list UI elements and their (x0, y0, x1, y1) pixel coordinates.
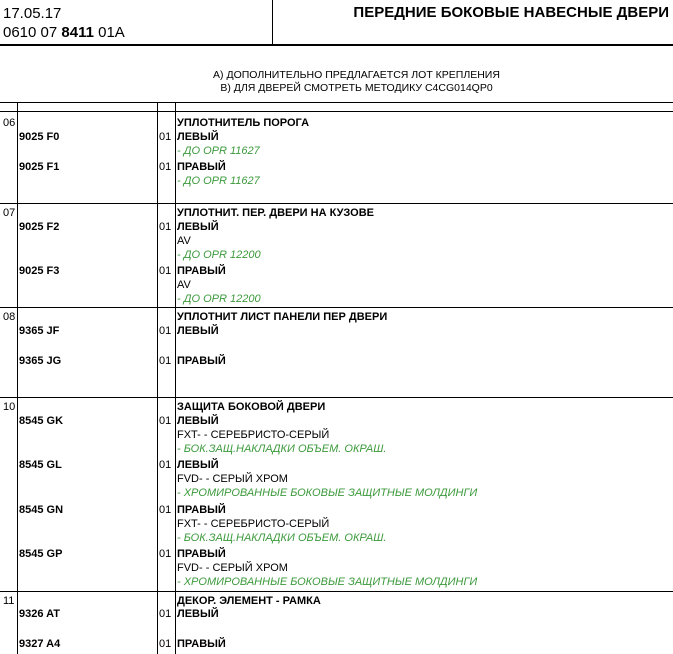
group-title: УПЛОТНИТ ЛИСТ ПАНЕЛИ ПЕР ДВЕРИ (177, 311, 388, 323)
group-number: 10 (3, 401, 16, 413)
part-name: ЛЕВЫЙ (177, 459, 219, 471)
part-note: - ДО OPR 12200 (177, 249, 261, 261)
part-detail: FXT- - СЕРЕБРИСТО-СЕРЫЙ (177, 518, 330, 530)
part-qty: 01 (159, 548, 172, 560)
part-detail: AV (177, 279, 191, 291)
part-name: ПРАВЫЙ (177, 161, 226, 173)
part-ref: 8545 GP (19, 548, 63, 560)
code-bold: 8411 (61, 24, 94, 41)
document-code (3, 24, 125, 41)
part-qty: 01 (159, 265, 172, 277)
column-divider (157, 102, 158, 654)
part-ref: 8545 GK (19, 415, 64, 427)
table-rule (0, 111, 673, 112)
group-title: ЗАЩИТА БОКОВОЙ ДВЕРИ (177, 401, 326, 413)
part-name: ПРАВЫЙ (177, 355, 226, 367)
group-title: ДЕКОР. ЭЛЕМЕНТ - РАМКА (177, 595, 321, 607)
notes-block (0, 69, 673, 95)
part-note: - ХРОМИРОВАННЫЕ БОКОВЫЕ ЗАЩИТНЫЕ МОЛДИНГИ (177, 576, 478, 588)
part-note: - БОК.ЗАЩ.НАКЛАДКИ ОБЪЕМ. ОКРАШ. (177, 532, 387, 544)
part-ref: 9365 JF (19, 325, 60, 337)
part-detail: FVD- - СЕРЫЙ ХРОМ (177, 473, 288, 485)
column-divider (175, 102, 176, 654)
group-number: 07 (3, 207, 16, 219)
note-line-b: B) ДЛЯ ДВЕРЕЙ СМОТРЕТЬ МЕТОДИКУ C4CG014QP0 (220, 82, 493, 94)
part-ref: 9025 F2 (19, 221, 60, 233)
header-rule (0, 44, 673, 46)
part-qty: 01 (159, 161, 172, 173)
part-ref: 9365 JG (19, 355, 62, 367)
part-ref: 8545 GN (19, 504, 64, 516)
part-qty: 01 (159, 131, 172, 143)
code-prefix: 0610 07 (3, 24, 58, 41)
part-name: ПРАВЫЙ (177, 265, 226, 277)
code-suffix: 01A (98, 24, 125, 41)
part-note: - БОК.ЗАЩ.НАКЛАДКИ ОБЪЕМ. ОКРАШ. (177, 443, 387, 455)
group-title: УПЛОТНИТЕЛЬ ПОРОГА (177, 117, 310, 129)
part-name: ЛЕВЫЙ (177, 608, 219, 620)
part-name: ПРАВЫЙ (177, 638, 226, 650)
part-qty: 01 (159, 638, 172, 650)
group-number: 08 (3, 311, 16, 323)
part-ref: 9327 A4 (19, 638, 61, 650)
part-qty: 01 (159, 415, 172, 427)
part-name: ПРАВЫЙ (177, 504, 226, 516)
part-qty: 01 (159, 608, 172, 620)
part-detail: AV (177, 235, 191, 247)
part-name: ПРАВЫЙ (177, 548, 226, 560)
part-ref: 9025 F0 (19, 131, 60, 143)
part-note: - ДО OPR 11627 (177, 175, 260, 187)
part-name: ЛЕВЫЙ (177, 415, 219, 427)
part-qty: 01 (159, 504, 172, 516)
document-title: ПЕРЕДНИЕ БОКОВЫЕ НАВЕСНЫЕ ДВЕРИ (353, 4, 669, 21)
group-divider (0, 203, 673, 204)
part-ref: 9025 F3 (19, 265, 60, 277)
group-divider (0, 397, 673, 398)
part-ref: 9326 AT (19, 608, 60, 620)
part-ref: 8545 GL (19, 459, 62, 471)
part-qty: 01 (159, 221, 172, 233)
part-note: - ХРОМИРОВАННЫЕ БОКОВЫЕ ЗАЩИТНЫЕ МОЛДИНГИ (177, 487, 478, 499)
part-qty: 01 (159, 325, 172, 337)
table-rule (0, 102, 673, 103)
group-number: 11 (3, 595, 15, 607)
part-note: - ДО OPR 11627 (177, 145, 260, 157)
document-date: 17.05.17 (3, 5, 62, 22)
part-name: ЛЕВЫЙ (177, 325, 219, 337)
document-header (0, 0, 673, 46)
part-ref: 9025 F1 (19, 161, 60, 173)
part-detail: FVD- - СЕРЫЙ ХРОМ (177, 562, 288, 574)
group-number: 06 (3, 117, 16, 129)
group-divider (0, 591, 673, 592)
group-title: УПЛОТНИТ. ПЕР. ДВЕРИ НА КУЗОВЕ (177, 207, 375, 219)
note-line-a: A) ДОПОЛНИТЕЛЬНО ПРЕДЛАГАЕТСЯ ЛОТ КРЕПЛЕНИЯ (213, 69, 500, 81)
part-qty: 01 (159, 355, 172, 367)
column-divider (17, 102, 18, 654)
part-note: - ДО OPR 12200 (177, 293, 261, 305)
part-detail: FXT- - СЕРЕБРИСТО-СЕРЫЙ (177, 429, 330, 441)
group-divider (0, 307, 673, 308)
part-qty: 01 (159, 459, 172, 471)
part-name: ЛЕВЫЙ (177, 221, 219, 233)
part-name: ЛЕВЫЙ (177, 131, 219, 143)
